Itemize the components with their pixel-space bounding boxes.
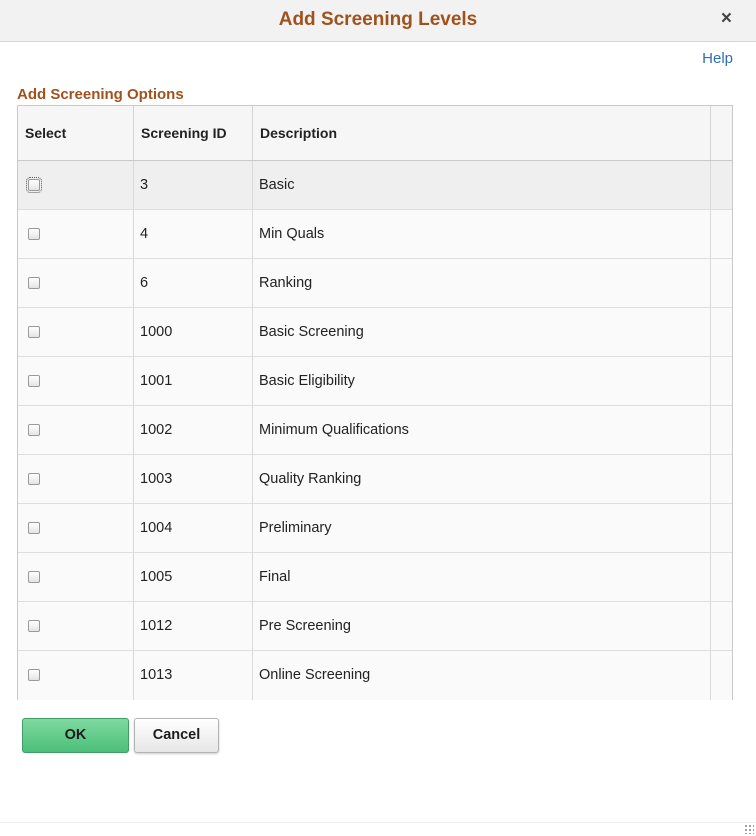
ok-button[interactable]: OK (22, 718, 129, 753)
dialog-title: Add Screening Levels (278, 9, 478, 30)
select-cell (18, 308, 134, 356)
footer-divider (0, 822, 756, 823)
select-checkbox[interactable] (28, 326, 40, 338)
select-checkbox[interactable] (28, 375, 40, 387)
select-checkbox[interactable] (28, 277, 40, 289)
select-cell (18, 455, 134, 503)
screening-id-cell (134, 553, 253, 601)
select-cell (18, 210, 134, 258)
screening-id: 4 (140, 226, 149, 242)
description-cell (253, 455, 711, 503)
spacer-cell (711, 308, 732, 356)
screening-id: 1013 (140, 667, 173, 683)
select-cell (18, 259, 134, 307)
screening-id-cell (134, 651, 253, 700)
select-checkbox[interactable] (28, 473, 40, 485)
description-cell (253, 553, 711, 601)
table-row (18, 210, 732, 259)
spacer-cell (711, 406, 732, 454)
description: Pre Screening (259, 618, 351, 634)
screening-id: 6 (140, 275, 149, 291)
description: Online Screening (259, 667, 371, 683)
description: Ranking (259, 275, 313, 291)
table-row (18, 308, 732, 357)
description: Min Quals (259, 226, 325, 242)
select-checkbox[interactable] (28, 228, 40, 240)
description-cell (253, 259, 711, 307)
header-cell-spacer (711, 106, 732, 160)
description-cell (253, 357, 711, 405)
table-row (18, 651, 732, 700)
select-cell (18, 602, 134, 650)
description-cell (253, 504, 711, 552)
table-row (18, 602, 732, 651)
screening-id: 1002 (140, 422, 173, 438)
spacer-cell (711, 553, 732, 601)
screening-id: 1000 (140, 324, 173, 340)
table-row (18, 161, 732, 210)
table-row (18, 504, 732, 553)
description: Preliminary (259, 520, 332, 536)
table-row (18, 259, 732, 308)
select-cell (18, 651, 134, 700)
select-checkbox[interactable] (28, 620, 40, 632)
screening-id-cell (134, 259, 253, 307)
screening-id: 3 (140, 177, 149, 193)
spacer-cell (711, 602, 732, 650)
screening-id: 1005 (140, 569, 173, 585)
table-row (18, 553, 732, 602)
screening-id: 1001 (140, 373, 173, 389)
select-checkbox[interactable] (28, 179, 40, 191)
screening-id-cell (134, 504, 253, 552)
screening-id-cell (134, 602, 253, 650)
screening-id: 1003 (140, 471, 173, 487)
header-cell-description (253, 106, 711, 160)
spacer-cell (711, 161, 732, 209)
select-cell (18, 553, 134, 601)
header-cell-select (18, 106, 134, 160)
description-cell (253, 406, 711, 454)
spacer-cell (711, 651, 732, 700)
dialog-header (0, 0, 756, 42)
description: Basic Screening (259, 324, 364, 340)
select-checkbox[interactable] (28, 522, 40, 534)
spacer-cell (711, 210, 732, 258)
close-icon[interactable]: × (720, 8, 732, 29)
spacer-cell (711, 504, 732, 552)
select-cell (18, 504, 134, 552)
section-title: Add Screening Options (17, 86, 184, 103)
screening-id-cell (134, 406, 253, 454)
description-cell (253, 210, 711, 258)
spacer-cell (711, 357, 732, 405)
screening-id-cell (134, 308, 253, 356)
table-row (18, 357, 732, 406)
select-checkbox[interactable] (28, 669, 40, 681)
select-cell (18, 161, 134, 209)
description-cell (253, 161, 711, 209)
description: Minimum Qualifications (259, 422, 409, 438)
screening-id-cell (134, 357, 253, 405)
header-screening-id: Screening ID (141, 125, 227, 141)
description-cell (253, 651, 711, 700)
header-cell-screening-id (134, 106, 253, 160)
screening-id: 1004 (140, 520, 173, 536)
header-description: Description (260, 125, 338, 141)
description: Basic (259, 177, 295, 193)
screening-id: 1012 (140, 618, 173, 634)
select-cell (18, 357, 134, 405)
description: Final (259, 569, 291, 585)
screening-id-cell (134, 210, 253, 258)
select-checkbox[interactable] (28, 571, 40, 583)
description: Basic Eligibility (259, 373, 355, 389)
header-select: Select (25, 125, 67, 141)
cancel-button[interactable]: Cancel (134, 718, 219, 753)
resize-grip-icon[interactable] (744, 824, 754, 834)
screening-options-grid (17, 105, 733, 700)
spacer-cell (711, 455, 732, 503)
screening-id-cell (134, 455, 253, 503)
grid-body (18, 161, 732, 700)
grid-header-row (18, 106, 732, 161)
table-row (18, 455, 732, 504)
screening-id-cell (134, 161, 253, 209)
spacer-cell (711, 259, 732, 307)
help-link[interactable]: Help (702, 50, 733, 67)
select-checkbox[interactable] (28, 424, 40, 436)
select-cell (18, 406, 134, 454)
description-cell (253, 602, 711, 650)
description: Quality Ranking (259, 471, 362, 487)
description-cell (253, 308, 711, 356)
table-row (18, 406, 732, 455)
